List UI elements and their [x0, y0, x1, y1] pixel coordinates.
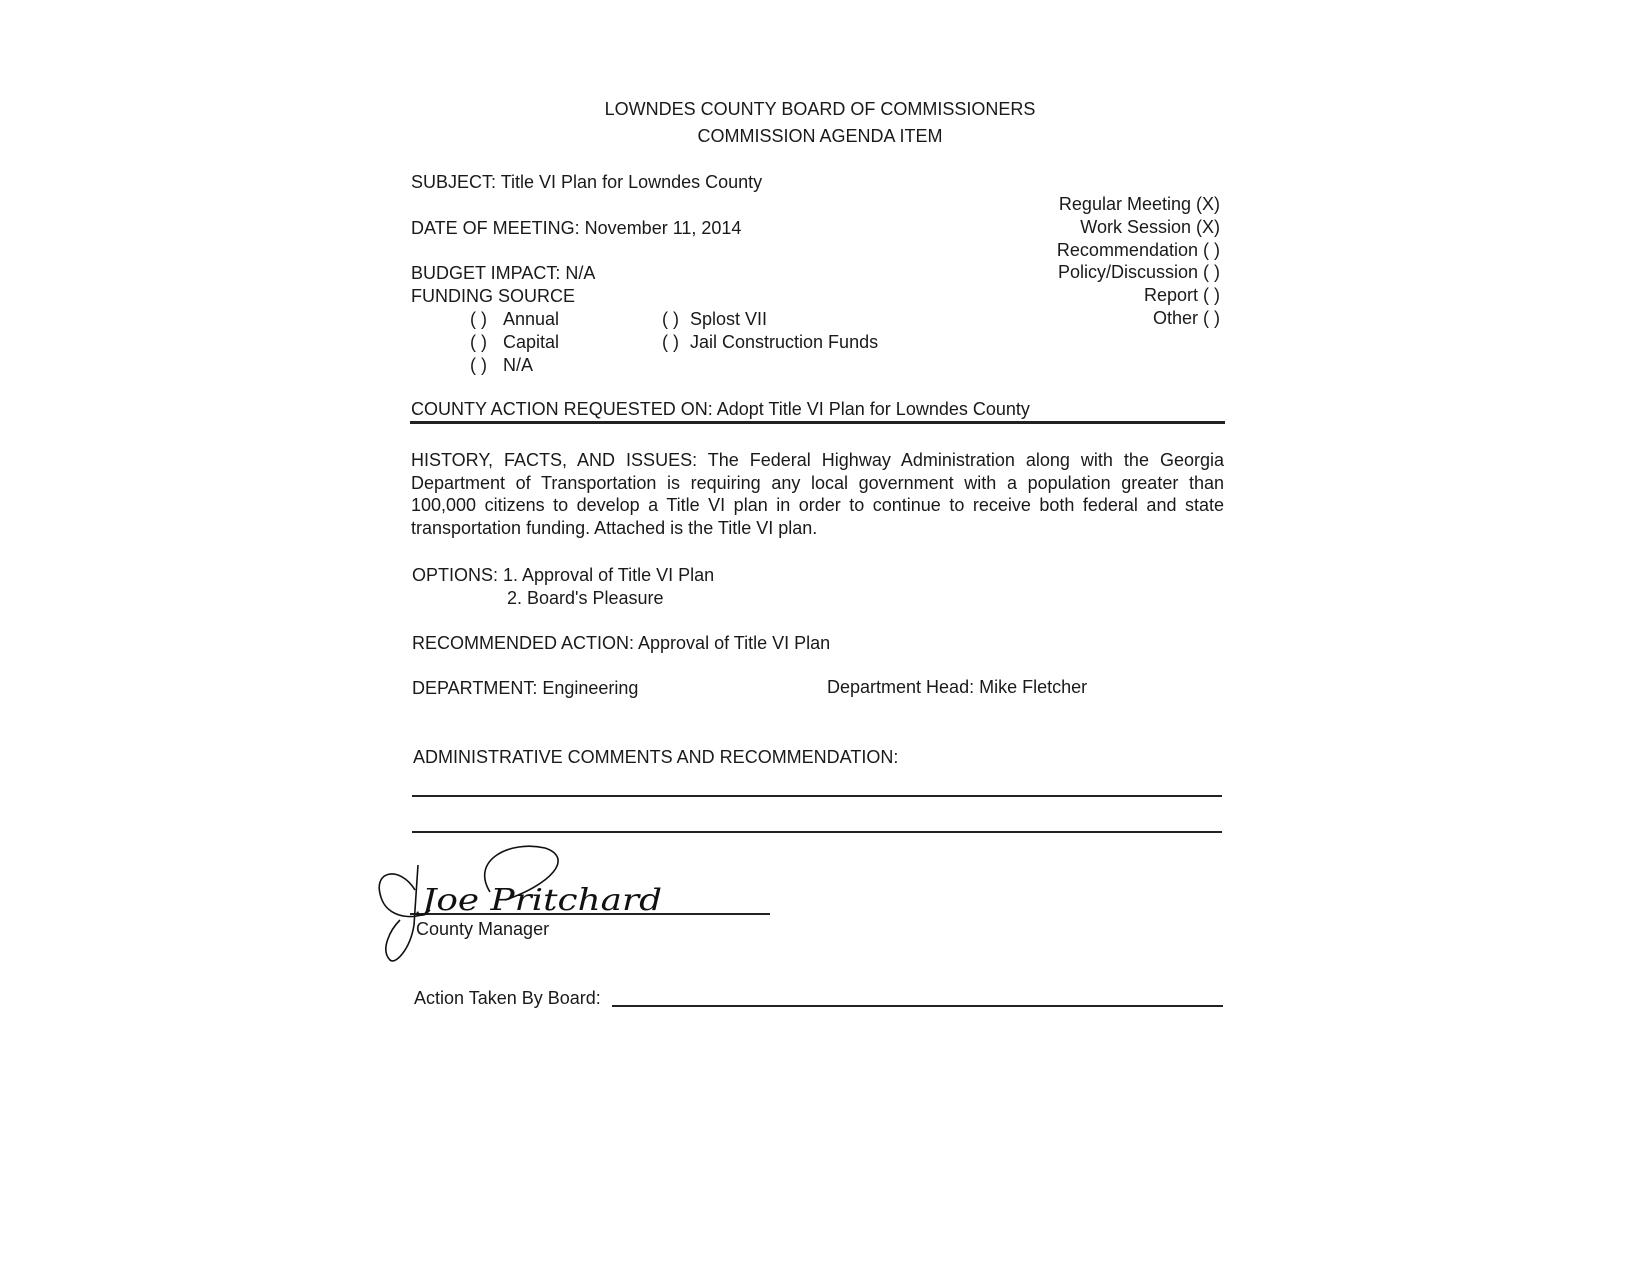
options-label: OPTIONS: 1. Approval of Title VI Plan: [412, 565, 715, 585]
comment-line: [412, 831, 1222, 833]
county-action-requested: COUNTY ACTION REQUESTED ON: Adopt Title VI Plan for Lowndes County: [411, 399, 1030, 419]
meeting-type-regular: Regular Meeting (X): [1058, 194, 1220, 214]
funding-option-capital: Capital: [503, 332, 560, 352]
action-taken-label: Action Taken By Board:: [414, 988, 601, 1008]
funding-option-mark: ( ): [662, 309, 679, 329]
admin-comments-label: ADMINISTRATIVE COMMENTS AND RECOMMENDATION:: [413, 747, 899, 767]
subject: SUBJECT: Title VI Plan for Lowndes County: [411, 172, 763, 192]
action-taken-line: [612, 1005, 1223, 1007]
signer-name: Joe Pritchard: [414, 883, 662, 918]
budget-impact: BUDGET IMPACT: N/A: [411, 263, 596, 283]
meeting-type-other: Other ( ): [1152, 308, 1220, 328]
signature-image: [370, 840, 710, 970]
meeting-type-policy: Policy/Discussion ( ): [1057, 262, 1220, 282]
meeting-type-recommendation: Recommendation ( ): [1056, 240, 1220, 260]
funding-option-na: N/A: [503, 355, 534, 375]
funding-option-splost: Splost VII: [690, 309, 768, 329]
signer-title: County Manager: [416, 919, 550, 939]
section-divider: [410, 421, 1225, 424]
recommended-action: RECOMMENDED ACTION: Approval of Title VI Plan: [412, 633, 831, 653]
meeting-type-work-session: Work Session (X): [1080, 217, 1220, 237]
funding-option-jail: Jail Construction Funds: [690, 332, 879, 352]
funding-source-label: FUNDING SOURCE: [411, 286, 576, 306]
header-title: LOWNDES COUNTY BOARD OF COMMISSIONERS: [604, 99, 1036, 119]
department-head: Department Head: Mike Fletcher: [827, 677, 1088, 697]
funding-option-annual: Annual: [503, 309, 560, 329]
date-of-meeting: DATE OF MEETING: November 11, 2014: [411, 218, 742, 238]
header-subtitle: COMMISSION AGENDA ITEM: [697, 126, 943, 146]
history-facts-issues: HISTORY, FACTS, AND ISSUES: The Federal Highway Administration along with the Georgia Department of Transportation is requiring any local government with a population greater than 100,000 citizens to develop a Title VI plan in order to continue to receive both federal and state transportation funding. Attached is the Title VI plan.: [411, 450, 1224, 538]
option-2: 2. Board's Pleasure: [507, 588, 664, 608]
department: DEPARTMENT: Engineering: [412, 678, 639, 698]
funding-option-mark: ( ): [662, 332, 679, 352]
funding-option-mark: ( ): [470, 309, 487, 329]
funding-option-mark: ( ): [470, 355, 487, 375]
funding-option-mark: ( ): [470, 332, 487, 352]
comment-line: [412, 795, 1222, 797]
meeting-type-report: Report ( ): [1143, 285, 1220, 305]
